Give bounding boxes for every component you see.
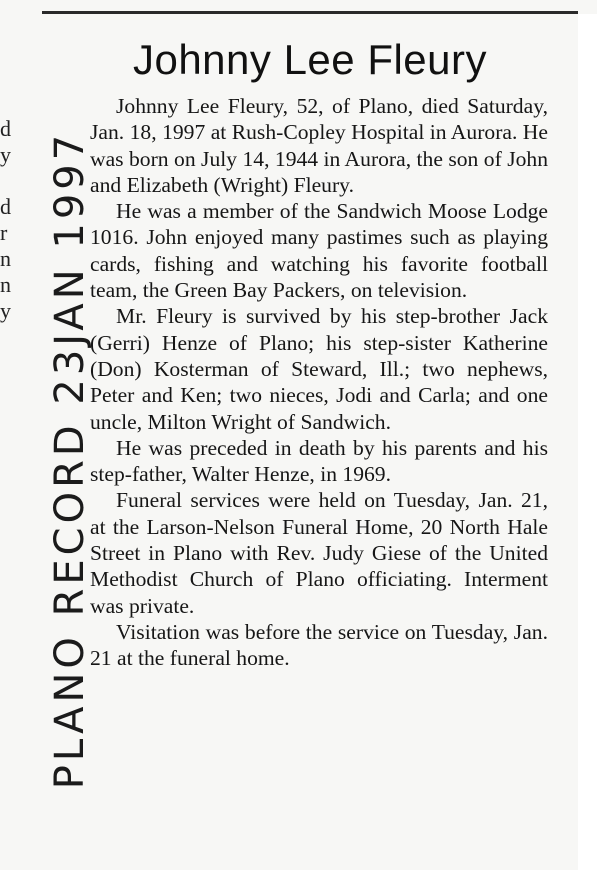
fragment-line: r <box>0 220 8 245</box>
obituary-body <box>90 93 548 672</box>
fragment-line: n <box>0 272 11 297</box>
clipping-right-edge <box>578 14 597 870</box>
paragraph-interests: He was a member of the Sandwich Moose Lodge 1016. John enjoyed many pastimes such as playing cards, fishing and watching his favorite football team, the Green Bay Packers, on television. <box>90 199 548 303</box>
adjacent-column-fragments <box>0 116 12 324</box>
handwritten-source-note: PLANO RECORD 23JAN 1997 <box>47 130 93 790</box>
paragraph-funeral: Funeral services were held on Tuesday, Jan. 21, at the Larson-Nelson Funeral Home, 20 North Hale Street in Plano with Rev. Judy Giese of the United Methodist Church of Plano officiating. Interment was private. <box>90 488 548 618</box>
paragraph-visitation: Visitation was before the service on Tuesday, Jan. 21 at the funeral home. <box>90 619 548 671</box>
fragment-line: n <box>0 246 11 271</box>
fragment-line: d <box>0 194 11 219</box>
top-rule <box>42 11 578 14</box>
fragment-line <box>0 168 12 194</box>
fragment-line: y <box>0 142 11 167</box>
fragment-line: d <box>0 116 11 141</box>
paragraph-preceded: He was preceded in death by his parents and his step-father, Walter Henze, in 1969. <box>90 435 548 487</box>
paragraph-death-birth: Johnny Lee Fleury, 52, of Plano, died Saturday, Jan. 18, 1997 at Rush-Copley Hospital in Aurora. He was born on July 14, 1944 in Aurora, the son of John and Elizabeth (Wright) Fleury. <box>90 94 548 197</box>
obituary-headline: Johnny Lee Fleury <box>132 36 488 83</box>
fragment-line: y <box>0 298 11 323</box>
paragraph-survivors: Mr. Fleury is survived by his step-brother Jack (Gerri) Henze of Plano; his step-sister Katherine (Don) Kosterman of Steward, Ill.; two nephews, Peter and Ken; two nieces, Jodi and Carla; and one uncle, Milton Wright of Sandwich. <box>90 304 548 434</box>
